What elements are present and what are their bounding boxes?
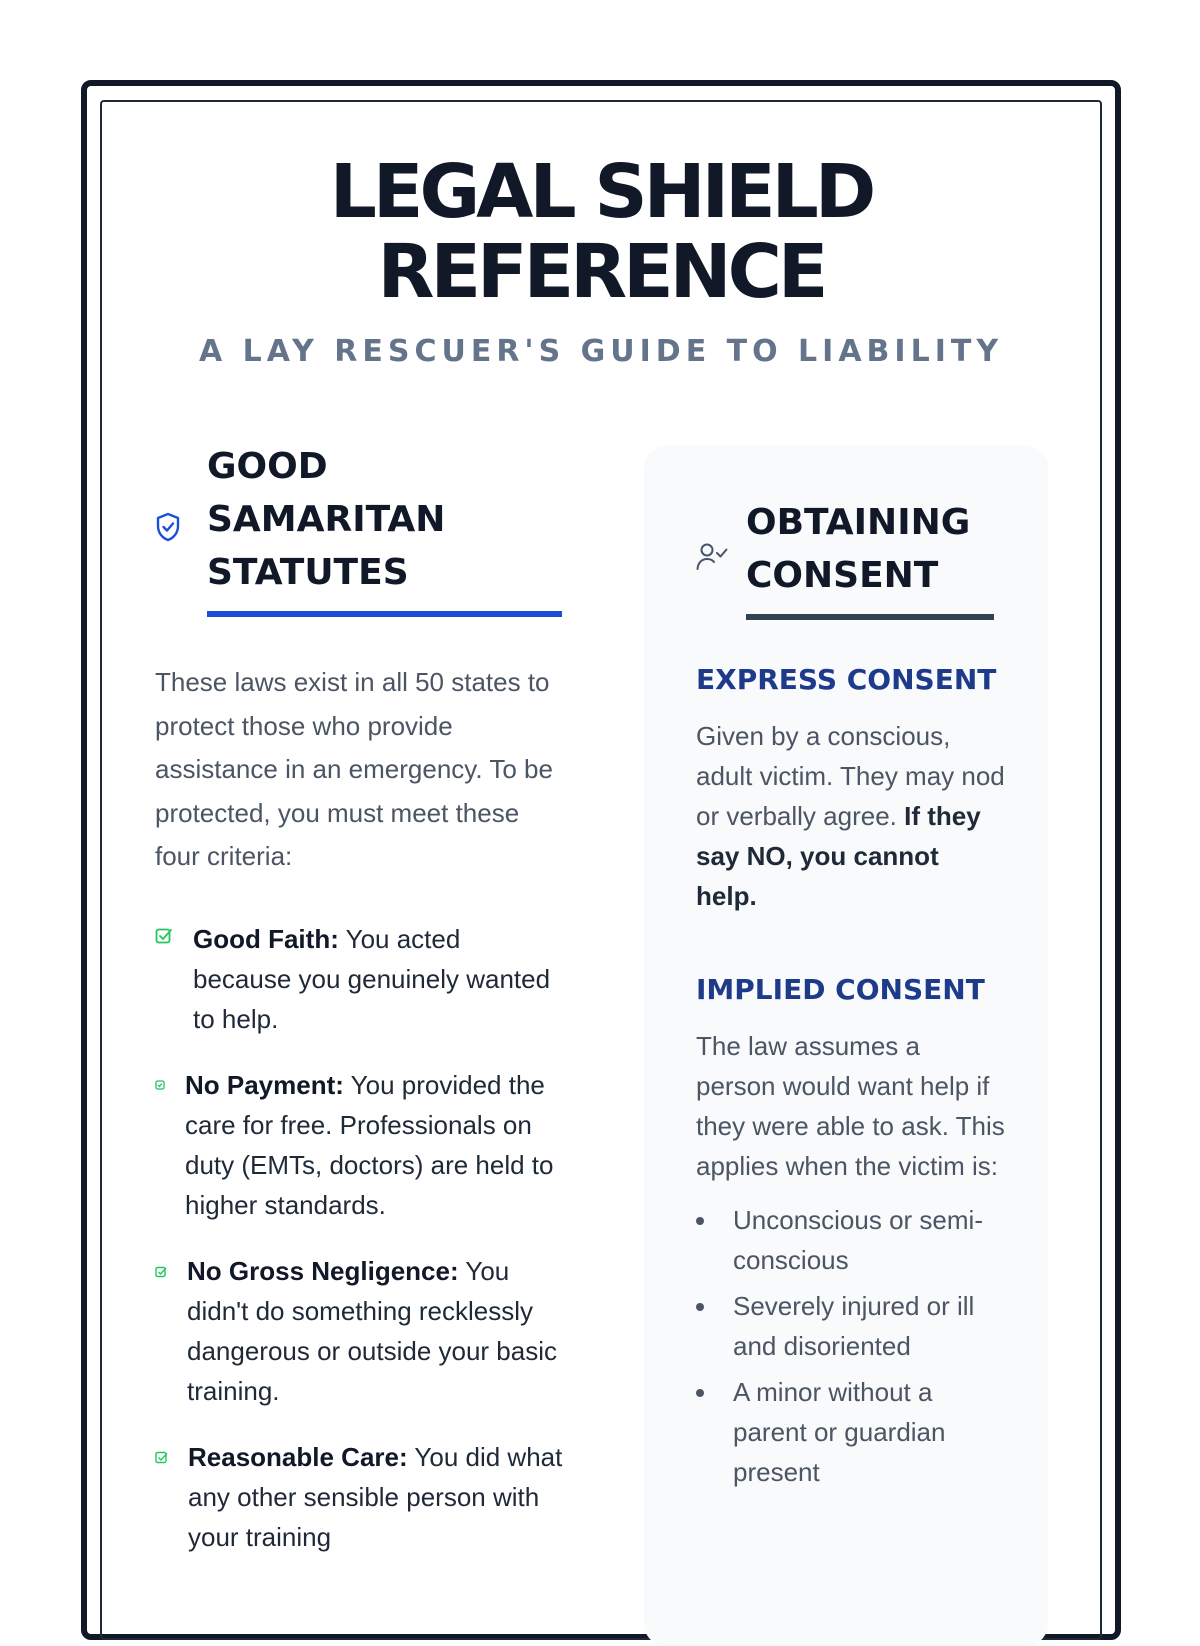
criterion-label: No Gross Negligence: <box>187 1255 459 1286</box>
page-subtitle: A LAY RESCUER'S GUIDE TO LIABILITY <box>198 334 1004 369</box>
title-line-1: LEGAL SHIELD <box>329 149 873 235</box>
criterion-description: You didn't do something recklessly dangerous or outside your basic training. <box>187 1255 558 1406</box>
express-consent-emphasis: If they say NO, you cannot help. <box>696 801 981 911</box>
good-samaritan-title <box>207 440 567 599</box>
good-samaritan-section <box>155 440 565 1583</box>
criterion-description: You did what any other sensible person with your training <box>188 1441 563 1552</box>
bullet-dot <box>696 1303 704 1311</box>
list-item <box>696 1286 1006 1366</box>
consent-header <box>696 496 1016 620</box>
consent-title-line-2: CONSENT <box>746 555 939 596</box>
implied-consent-text: The law assumes a person would want help if they were able to ask. This applies when the victim is: <box>696 1031 1005 1181</box>
gs-title-line-2: SAMARITAN <box>207 499 446 540</box>
criterion-no-gross-negligence <box>155 1251 565 1411</box>
express-consent-title: EXPRESS CONSENT <box>696 663 997 696</box>
criterion-text <box>185 1065 565 1225</box>
consent-content <box>696 660 1006 1498</box>
list-item <box>696 1372 1006 1492</box>
check-square-icon <box>155 1451 168 1464</box>
express-consent-body: Given by a conscious, adult victim. They may nod or verbally agree. <box>696 721 1005 831</box>
check-square-icon <box>155 1266 167 1278</box>
criterion-good-faith <box>155 919 565 1039</box>
criterion-no-payment <box>155 1065 565 1225</box>
criterion-text <box>187 1251 565 1411</box>
list-item <box>696 1200 1006 1280</box>
list-item-text: A minor without a parent or guardian present <box>733 1377 946 1487</box>
criterion-text <box>193 919 565 1039</box>
consent-title-underline <box>746 614 994 620</box>
implied-conditions-list <box>696 1200 1006 1492</box>
criterion-reasonable-care <box>155 1437 565 1557</box>
consent-title-line-1: OBTAINING <box>746 502 971 543</box>
gs-title-line-1: GOOD <box>207 446 328 487</box>
title-underline <box>207 611 562 617</box>
check-square-icon <box>155 1080 165 1090</box>
criterion-text <box>188 1437 565 1557</box>
criterion-description: You acted because you genuinely wanted to help. <box>193 923 551 1034</box>
criterion-label: No Payment: <box>185 1069 344 1100</box>
good-samaritan-header <box>155 440 565 617</box>
gs-title-line-3: STATUTES <box>207 552 409 593</box>
express-consent-text <box>696 716 1006 916</box>
criterion-label: Good Faith: <box>193 923 339 954</box>
criterion-description: You provided the care for free. Professionals on duty (EMTs, doctors) are held to higher standards. <box>185 1069 554 1220</box>
list-item-text: Severely injured or ill and disoriented <box>733 1291 975 1361</box>
bullet-dot <box>696 1389 704 1397</box>
title-line-2: REFERENCE <box>377 229 825 315</box>
criterion-label: Reasonable Care: <box>188 1441 408 1472</box>
page-title <box>100 149 1102 315</box>
consent-title <box>746 496 1016 602</box>
check-square-icon <box>155 927 173 945</box>
good-samaritan-intro: These laws exist in all 50 states to protect those who provide assistance in an emergency. To be protected, you must meet these four criteria: <box>155 667 553 871</box>
bullet-dot <box>696 1217 704 1225</box>
implied-consent-title: IMPLIED CONSENT <box>696 973 985 1006</box>
user-check-icon <box>696 542 728 572</box>
list-item-text: Unconscious or semi-conscious <box>733 1205 983 1275</box>
shield-check-icon <box>155 512 181 542</box>
criteria-list <box>155 919 565 1557</box>
